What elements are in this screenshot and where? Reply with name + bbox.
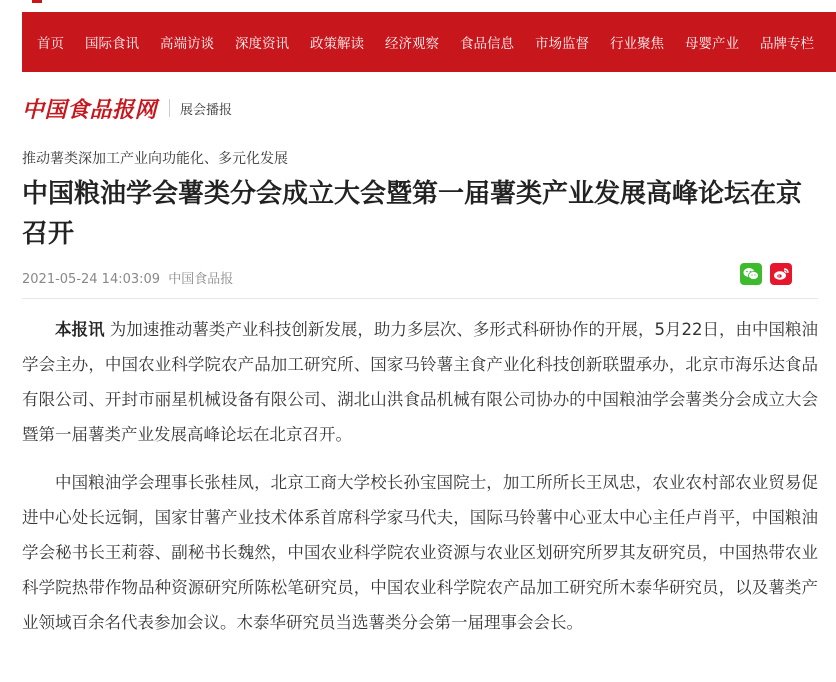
wechat-share-button[interactable] <box>740 263 762 285</box>
top-accent-mark <box>32 0 42 3</box>
nav-item-maternal[interactable]: 母婴产业 <box>685 36 739 52</box>
article-subtitle: 推动薯类深加工产业向功能化、多元化发展 <box>22 151 288 167</box>
breadcrumb <box>22 92 232 124</box>
wechat-icon <box>743 267 759 281</box>
breadcrumb-divider <box>169 99 170 117</box>
nav-item-food-info[interactable]: 食品信息 <box>460 36 514 52</box>
nav-item-home[interactable]: 首页 <box>37 36 64 52</box>
nav-item-in-depth[interactable]: 深度资讯 <box>235 36 289 52</box>
article-paragraph <box>22 465 818 640</box>
publish-date: 2021-05-24 14:03:09 <box>22 272 161 287</box>
site-logo[interactable]: 中国食品报网 <box>22 96 158 123</box>
weibo-icon <box>773 267 789 281</box>
meta-divider <box>22 298 818 299</box>
nav-item-interviews[interactable]: 高端访谈 <box>160 36 214 52</box>
top-strip <box>0 0 836 12</box>
paragraph-text: 为加速推动薯类产业科技创新发展，助力多层次、多形式科研协作的开展，5月22日，由中国粮油学会主办，中国农业科学院农产品加工研究所、国家马铃薯主食产业化科技创新联盟承办，北京市海乐达食品有限公司、开封市丽星机械设备有限公司、湖北山洪食品机械有限公司协办的中国粮油学会薯类分会成立大会暨第一届薯类产业发展高峰论坛在北京召开。 <box>22 320 819 444</box>
article-lead: 本报讯 <box>55 320 105 339</box>
weibo-share-button[interactable] <box>770 263 792 285</box>
nav-item-economy[interactable]: 经济观察 <box>385 36 439 52</box>
nav-item-brand[interactable]: 品牌专栏 <box>760 36 814 52</box>
share-buttons <box>740 263 800 285</box>
nav-item-market[interactable]: 市场监督 <box>535 36 589 52</box>
main-nav <box>22 12 836 72</box>
breadcrumb-section-link[interactable]: 展会播报 <box>180 102 233 118</box>
article-source: 中国食品报 <box>168 272 234 287</box>
nav-item-international[interactable]: 国际食讯 <box>85 36 139 52</box>
article-paragraph <box>22 312 818 452</box>
article-headline: 中国粮油学会薯类分会成立大会暨第一届薯类产业发展高峰论坛在京召开 <box>22 179 803 249</box>
nav-item-industry[interactable]: 行业聚焦 <box>610 36 664 52</box>
article-meta <box>22 268 237 287</box>
article-body <box>22 312 818 653</box>
paragraph-text: 中国粮油学会理事长张桂凤，北京工商大学校长孙宝国院士，加工所所长王凤忠，农业农村部农业贸易促进中心处长远铜，国家甘薯产业技术体系首席科学家马代夫，国际马铃薯中心亚太中心主任卢肖平，中国粮油学会秘书长王莉蓉、副秘书长魏然，中国农业科学院农业资源与农业区划研究所罗其友研究员，中国热带农业科学院热带作物品种资源研究所陈松笔研究员，中国农业科学院农产品加工研究所木泰华研究员，以及薯类产业领域百余名代表参加会议。木泰华研究员当选薯类分会第一届理事会会长。 <box>22 473 818 632</box>
nav-item-policy[interactable]: 政策解读 <box>310 36 364 52</box>
